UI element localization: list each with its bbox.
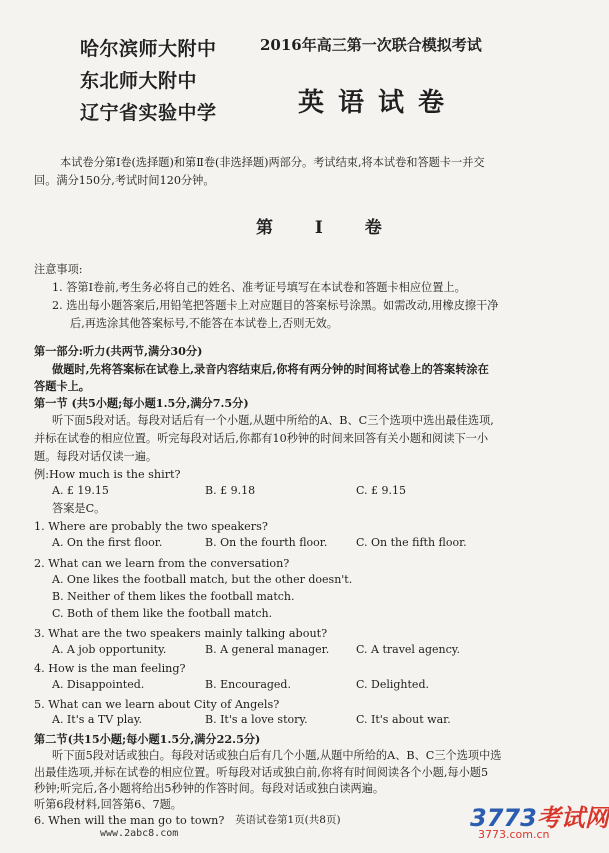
- logo-number: 3773: [470, 804, 537, 832]
- example-option-c: C. £ 9.15: [356, 484, 407, 497]
- page-footer: 英语试卷第1页(共8页): [235, 814, 341, 826]
- q1-option-b: B. On the fourth floor.: [205, 536, 328, 549]
- section1-desc-1: 听下面5段对话。每段对话后有一个小题,从题中所给的A、B、C三个选项中选出最佳选项,: [52, 414, 494, 427]
- example-option-a: A. £ 19.15: [52, 484, 109, 497]
- part1-desc-2: 答题卡上。: [34, 379, 90, 393]
- q4-option-a: A. Disappointed.: [52, 678, 145, 691]
- section2-desc-1: 听下面5段对话或独白。每段对话或独白后有几个小题,从题中所给的A、B、C三个选项中选: [52, 749, 502, 762]
- q1-option-a: A. On the first floor.: [52, 536, 163, 549]
- school-name-1: 哈尔滨师大附中: [80, 38, 217, 60]
- question-1: 1. Where are probably the two speakers?: [34, 520, 268, 533]
- school-name-2: 东北师大附中: [80, 70, 198, 92]
- example-answer: 答案是C。: [52, 502, 106, 515]
- volume-title: 第 Ⅰ 卷: [256, 218, 400, 238]
- part1-title: 第一部分:听力(共两节,满分30分): [34, 344, 203, 358]
- intro-line-2: 回。满分150分,考试时间120分钟。: [34, 174, 215, 187]
- section2-desc-2: 出最佳选项,并标在试卷的相应位置。听每段对话或独白前,你将有时间阅读各个小题,每小题5: [34, 766, 489, 779]
- section1-desc-2: 并标在试卷的相应位置。听完每段对话后,你都有10秒钟的时间来回答有关小题和阅读下一小: [34, 432, 489, 445]
- section1-title: 第一节 (共5小题;每小题1.5分,满分7.5分): [34, 396, 249, 410]
- watermark-site: www.2abc8.com: [100, 828, 179, 839]
- school-name-3: 辽宁省实验中学: [80, 102, 217, 124]
- q2-option-c: C. Both of them like the football match.: [52, 607, 273, 620]
- q5-option-c: C. It's about war.: [356, 713, 451, 726]
- q5-option-a: A. It's a TV play.: [52, 713, 143, 726]
- question-6: 6. When will the man go to town?: [34, 814, 225, 827]
- notes-line-1: 1. 答第Ⅰ卷前,考生务必将自己的姓名、准考证号填写在本试卷和答题卡相应位置上。: [52, 281, 466, 294]
- logo-chinese: 考试网: [536, 804, 609, 832]
- q3-option-c: C. A travel agency.: [356, 643, 461, 656]
- question-4: 4. How is the man feeling?: [34, 662, 186, 675]
- question-3: 3. What are the two speakers mainly talking about?: [34, 627, 328, 640]
- notes-title: 注意事项:: [34, 263, 83, 276]
- question-5: 5. What can we learn about City of Angels?: [34, 698, 280, 711]
- q4-option-c: C. Delighted.: [356, 678, 429, 691]
- section2-title: 第二节(共15小题;每小题1.5分,满分22.5分): [34, 732, 261, 746]
- notes-line-2: 2. 选出每小题答案后,用铅笔把答题卡上对应题目的答案标号涂黑。如需改动,用橡皮擦干净: [52, 299, 499, 312]
- example-option-b: B. £ 9.18: [205, 484, 256, 497]
- example-question: 例:How much is the shirt?: [34, 468, 181, 481]
- part1-desc-1: 做题时,先将答案标在试卷上,录音内容结束后,你将有两分钟的时间将试卷上的答案转涂在: [52, 362, 489, 376]
- q2-option-a: A. One likes the football match, but the other doesn't.: [52, 573, 353, 586]
- notes-line-3: 后,再选涂其他答案标号,不能答在本试卷上,否则无效。: [70, 317, 338, 330]
- question-2: 2. What can we learn from the conversation?: [34, 557, 290, 570]
- q1-option-c: C. On the fifth floor.: [356, 536, 467, 549]
- exam-title: 2016年高三第一次联合模拟考试: [260, 36, 482, 54]
- q2-option-b: B. Neither of them likes the football match.: [52, 590, 295, 603]
- q3-option-a: A. A job opportunity.: [52, 643, 167, 656]
- subject-title: 英语试卷: [298, 88, 459, 118]
- watermark-logo-url: 3773.com.cn: [478, 828, 550, 841]
- q3-option-b: B. A general manager.: [205, 643, 330, 656]
- q5-option-b: B. It's a love story.: [205, 713, 308, 726]
- section1-desc-3: 题。每段对话仅读一遍。: [34, 450, 158, 463]
- section2-desc-4: 听第6段材料,回答第6、7题。: [34, 798, 182, 811]
- section2-desc-3: 秒钟;听完后,各小题将给出5秒钟的作答时间。每段对话或独白读两遍。: [34, 782, 385, 795]
- q4-option-b: B. Encouraged.: [205, 678, 291, 691]
- intro-line-1: 本试卷分第Ⅰ卷(选择题)和第Ⅱ卷(非选择题)两部分。考试结束,将本试卷和答题卡一并交: [60, 156, 485, 169]
